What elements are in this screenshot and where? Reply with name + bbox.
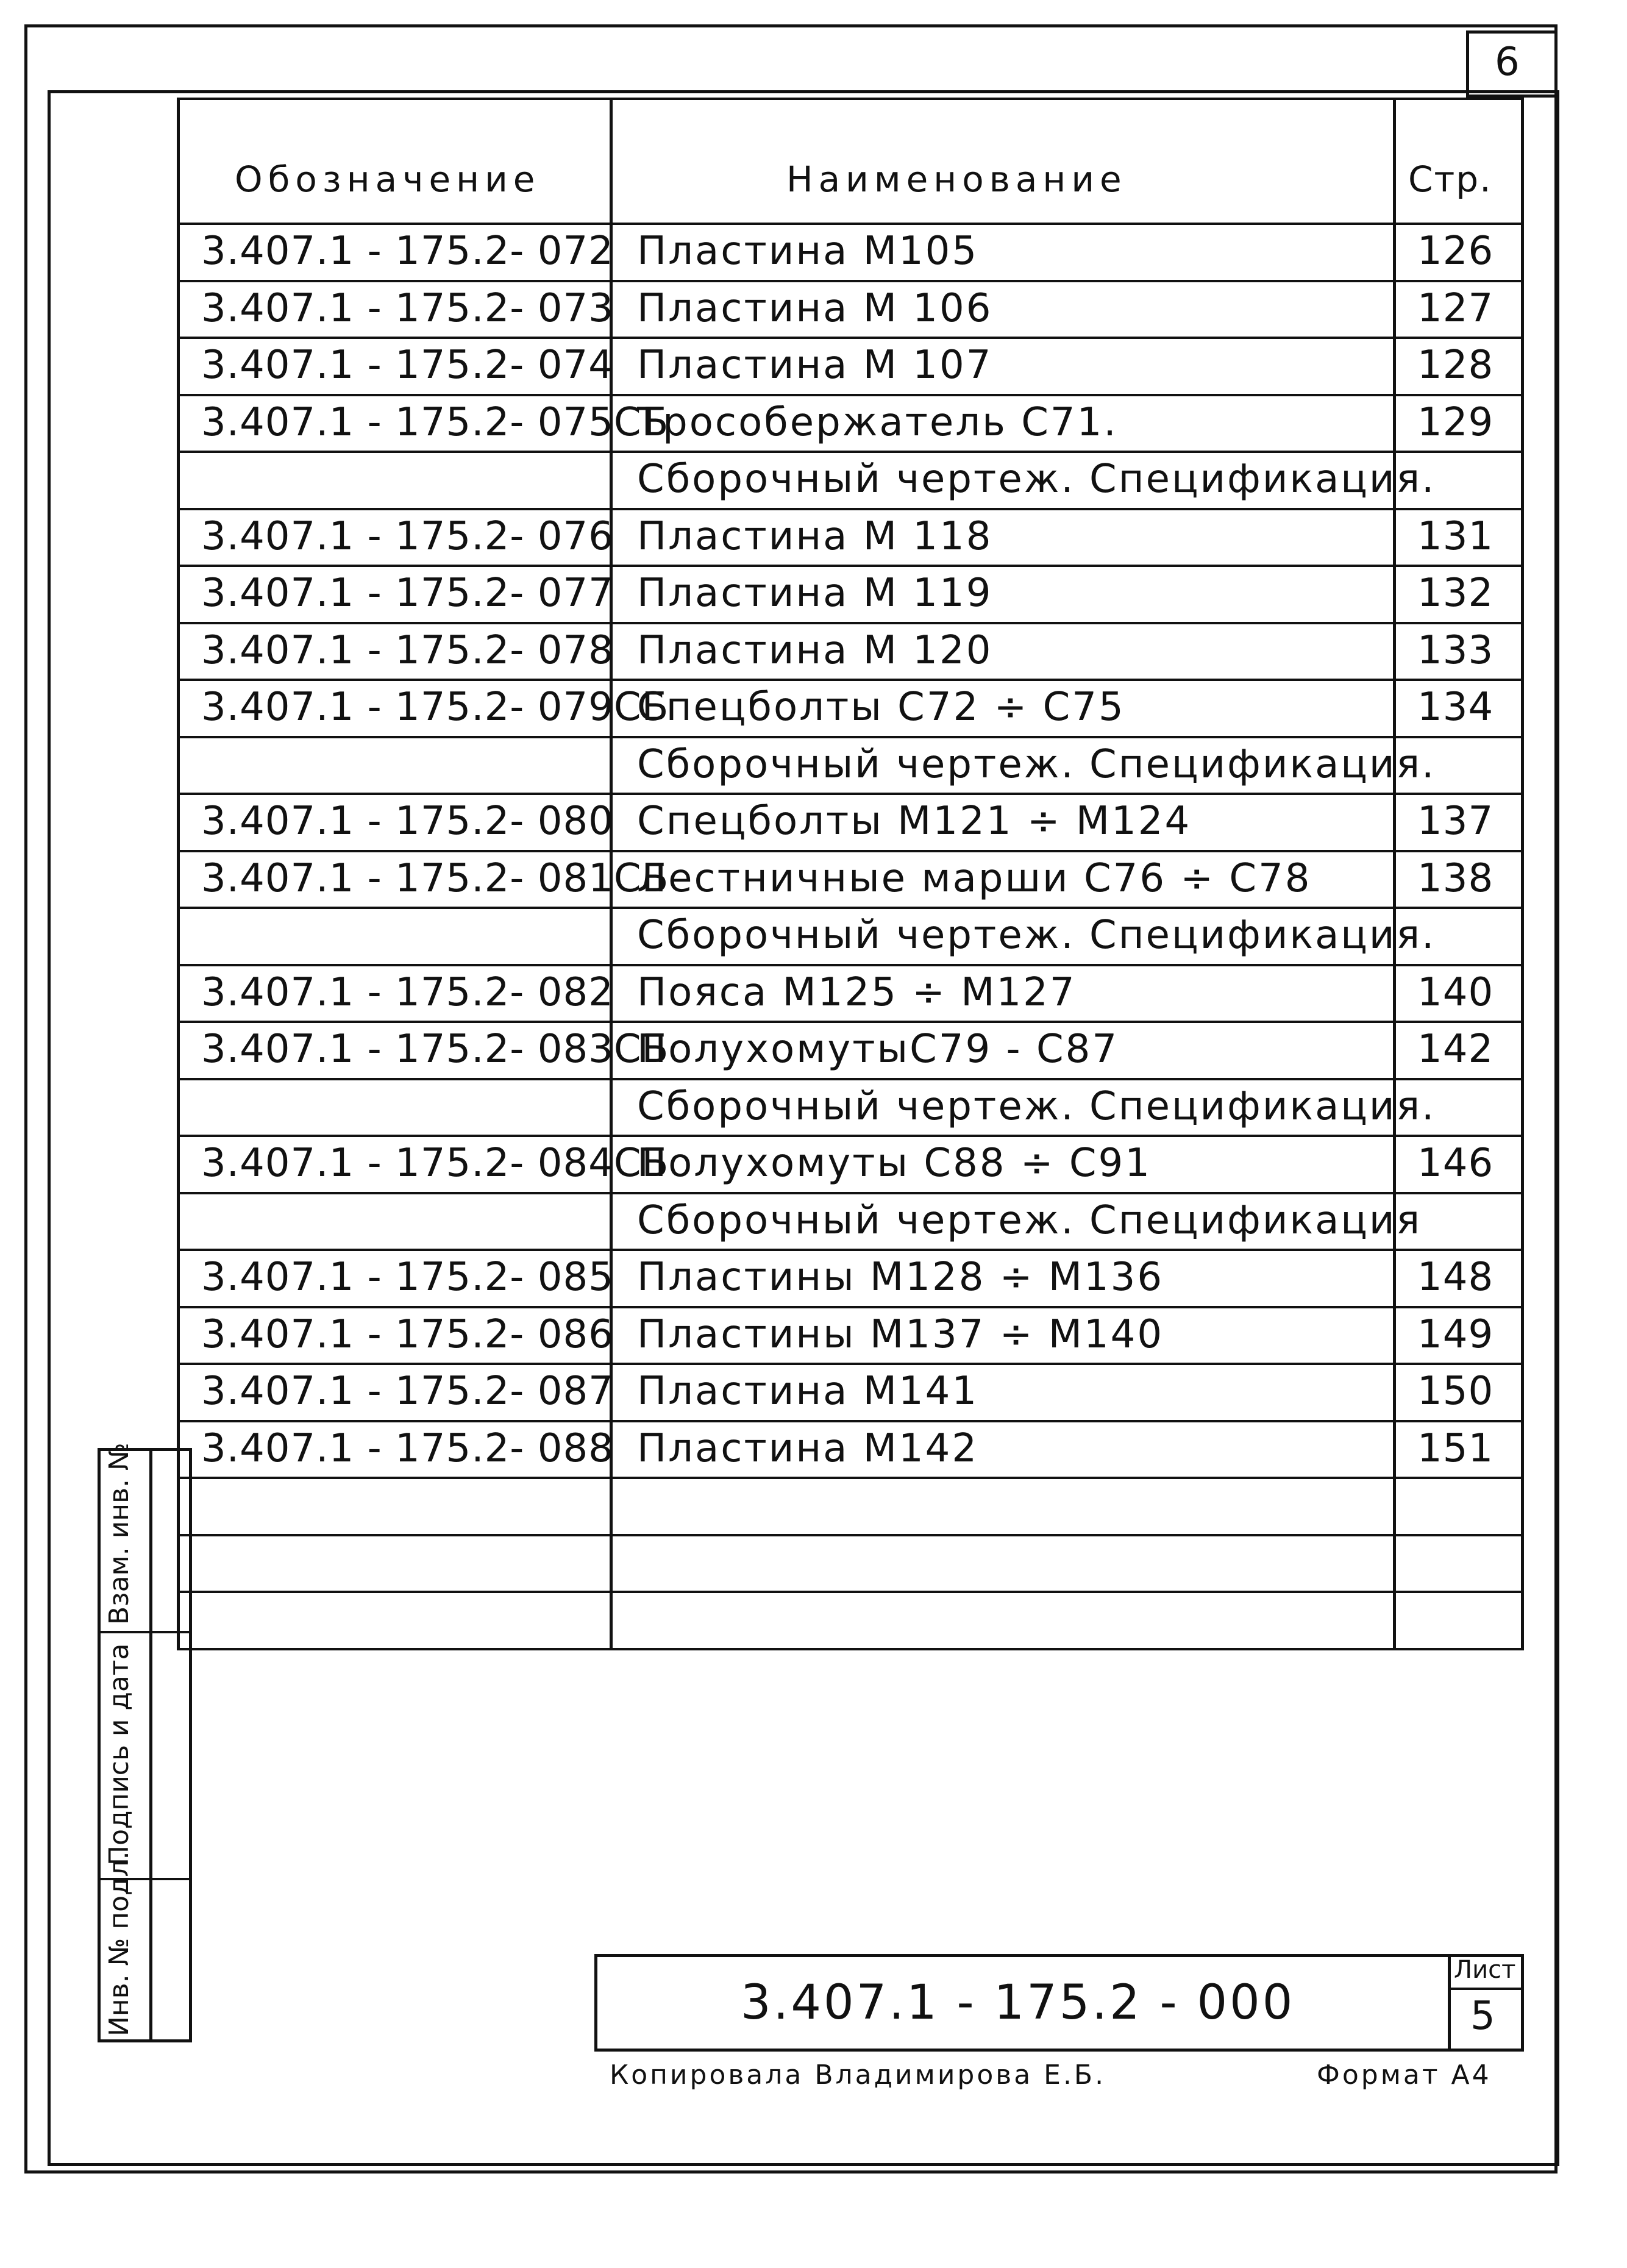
- table-header-line: [177, 223, 1524, 225]
- row-page: 140: [1417, 969, 1494, 1015]
- row-page: 127: [1417, 285, 1494, 331]
- row-page: 129: [1417, 399, 1494, 445]
- table-row-line: [177, 1078, 1524, 1080]
- page-number: 6: [1495, 40, 1520, 85]
- row-code: 3.407.1 - 175.2- 082: [201, 969, 614, 1015]
- table-top-border: [177, 98, 1524, 100]
- table-row-line: [177, 1021, 1524, 1023]
- header-designation: Обозначение: [235, 159, 541, 200]
- table-row-line: [177, 1477, 1524, 1479]
- row-page: 138: [1417, 855, 1494, 901]
- title-block-divider: [1448, 1954, 1451, 2052]
- table-row-line: [177, 1249, 1524, 1251]
- doc-code: 3.407.1 - 175.2 - 000: [741, 1975, 1295, 2030]
- row-name: Пояса М125 ÷ М127: [637, 969, 1077, 1015]
- row-page: 131: [1417, 513, 1494, 559]
- table-row-line: [177, 565, 1524, 567]
- row-code: 3.407.1 - 175.2- 088: [201, 1425, 614, 1471]
- table-row-line: [177, 451, 1524, 453]
- table-row-line: [177, 337, 1524, 339]
- row-code: 3.407.1 - 175.2- 083СБ: [201, 1027, 669, 1072]
- row-page: 151: [1417, 1425, 1494, 1471]
- row-page: 146: [1417, 1141, 1494, 1186]
- row-name: Сборочный чертеж. Спецификация.: [637, 457, 1436, 502]
- side-stamp-line-1: [98, 1631, 192, 1633]
- row-name: Лестничные марши С76 ÷ С78: [637, 855, 1312, 901]
- row-name: Полухомуты С88 ÷ С91: [637, 1141, 1152, 1186]
- row-code: 3.407.1 - 175.2- 080: [201, 799, 614, 844]
- table-left-border: [177, 98, 180, 1648]
- row-code: 3.407.1 - 175.2- 073: [201, 285, 614, 331]
- row-page: 142: [1417, 1027, 1494, 1072]
- row-name: Пластина М 118: [637, 513, 993, 559]
- table-row-line: [177, 508, 1524, 510]
- sheet-label: Лист: [1454, 1956, 1516, 1984]
- row-page: 126: [1417, 229, 1494, 274]
- table-row-line: [177, 1135, 1524, 1137]
- row-name: Спецболты С72 ÷ С75: [637, 685, 1125, 730]
- row-name: Пластина М142: [637, 1425, 979, 1471]
- table-row-line: [177, 679, 1524, 681]
- row-code: 3.407.1 - 175.2- 085: [201, 1255, 614, 1300]
- row-name: Сборочный чертеж. Спецификация.: [637, 1083, 1436, 1129]
- table-row-line: [177, 850, 1524, 852]
- row-code: 3.407.1 - 175.2- 072: [201, 229, 614, 274]
- row-name: Пластина М 120: [637, 627, 993, 673]
- row-name: Пластина М 107: [637, 343, 993, 388]
- table-row-line: [177, 280, 1524, 282]
- table-row-line: [177, 964, 1524, 966]
- table-row-line: [177, 622, 1524, 624]
- footer-format: Формат А4: [1317, 2059, 1492, 2091]
- table-col-divider-2: [1393, 98, 1396, 1648]
- row-code: 3.407.1 - 175.2- 086: [201, 1311, 614, 1357]
- row-page: 133: [1417, 627, 1494, 673]
- row-name: Сборочный чертеж. Спецификация.: [637, 741, 1436, 787]
- table-row-line: [177, 736, 1524, 738]
- row-name: Спецболты М121 ÷ М124: [637, 799, 1192, 844]
- side-label-vzam: Взам. инв. №: [104, 1442, 135, 1625]
- header-name: Наименование: [786, 159, 1127, 200]
- table-row-line: [177, 1420, 1524, 1422]
- footer-copied: Копировала Владимирова Е.Б.: [610, 2059, 1106, 2091]
- row-name: Сборочный чертеж. Спецификация: [637, 1197, 1422, 1243]
- row-page: 128: [1417, 343, 1494, 388]
- row-code: 3.407.1 - 175.2- 075СБ: [201, 399, 669, 445]
- row-name: Пластины М128 ÷ М136: [637, 1255, 1164, 1300]
- table-row-line: [177, 1648, 1524, 1650]
- table-row-line: [177, 1591, 1524, 1593]
- row-name: Сборочный чертеж. Спецификация.: [637, 913, 1436, 958]
- row-name: Пластина М 106: [637, 285, 993, 331]
- row-page: 134: [1417, 685, 1494, 730]
- row-code: 3.407.1 - 175.2- 077: [201, 571, 614, 616]
- table-row-line: [177, 793, 1524, 795]
- row-page: 132: [1417, 571, 1494, 616]
- row-name: Трособержатель С71.: [637, 399, 1118, 445]
- table-row-line: [177, 1534, 1524, 1536]
- row-page: 149: [1417, 1311, 1494, 1357]
- side-stamp-divider: [149, 1448, 152, 2042]
- row-code: 3.407.1 - 175.2- 079СБ: [201, 685, 669, 730]
- row-code: 3.407.1 - 175.2- 074: [201, 343, 614, 388]
- row-code: 3.407.1 - 175.2- 078: [201, 627, 614, 673]
- row-name: ПолухомутыС79 - С87: [637, 1027, 1119, 1072]
- row-code: 3.407.1 - 175.2- 081СБ: [201, 855, 669, 901]
- table-row-line: [177, 907, 1524, 909]
- side-label-inv: Инв. № подл.: [104, 1851, 135, 2036]
- row-name: Пластина М141: [637, 1369, 979, 1414]
- row-name: Пластины М137 ÷ М140: [637, 1311, 1164, 1357]
- table-row-line: [177, 1192, 1524, 1194]
- table-row-line: [177, 1363, 1524, 1365]
- side-label-podpis: Подпись и дата: [104, 1643, 135, 1866]
- row-code: 3.407.1 - 175.2- 076: [201, 513, 614, 559]
- row-name: Пластина М 119: [637, 571, 993, 616]
- row-code: 3.407.1 - 175.2- 084СБ: [201, 1141, 669, 1186]
- table-row-line: [177, 1306, 1524, 1308]
- row-page: 137: [1417, 799, 1494, 844]
- row-name: Пластина М105: [637, 229, 979, 274]
- row-code: 3.407.1 - 175.2- 087: [201, 1369, 614, 1414]
- header-page: Стр.: [1408, 159, 1492, 200]
- row-page: 150: [1417, 1369, 1494, 1414]
- title-block-sheet-line: [1448, 1988, 1524, 1990]
- sheet-number: 5: [1470, 1994, 1495, 2039]
- table-right-border: [1521, 98, 1524, 1648]
- table-row-line: [177, 394, 1524, 396]
- contents-table: [177, 98, 1524, 1637]
- row-page: 148: [1417, 1255, 1494, 1300]
